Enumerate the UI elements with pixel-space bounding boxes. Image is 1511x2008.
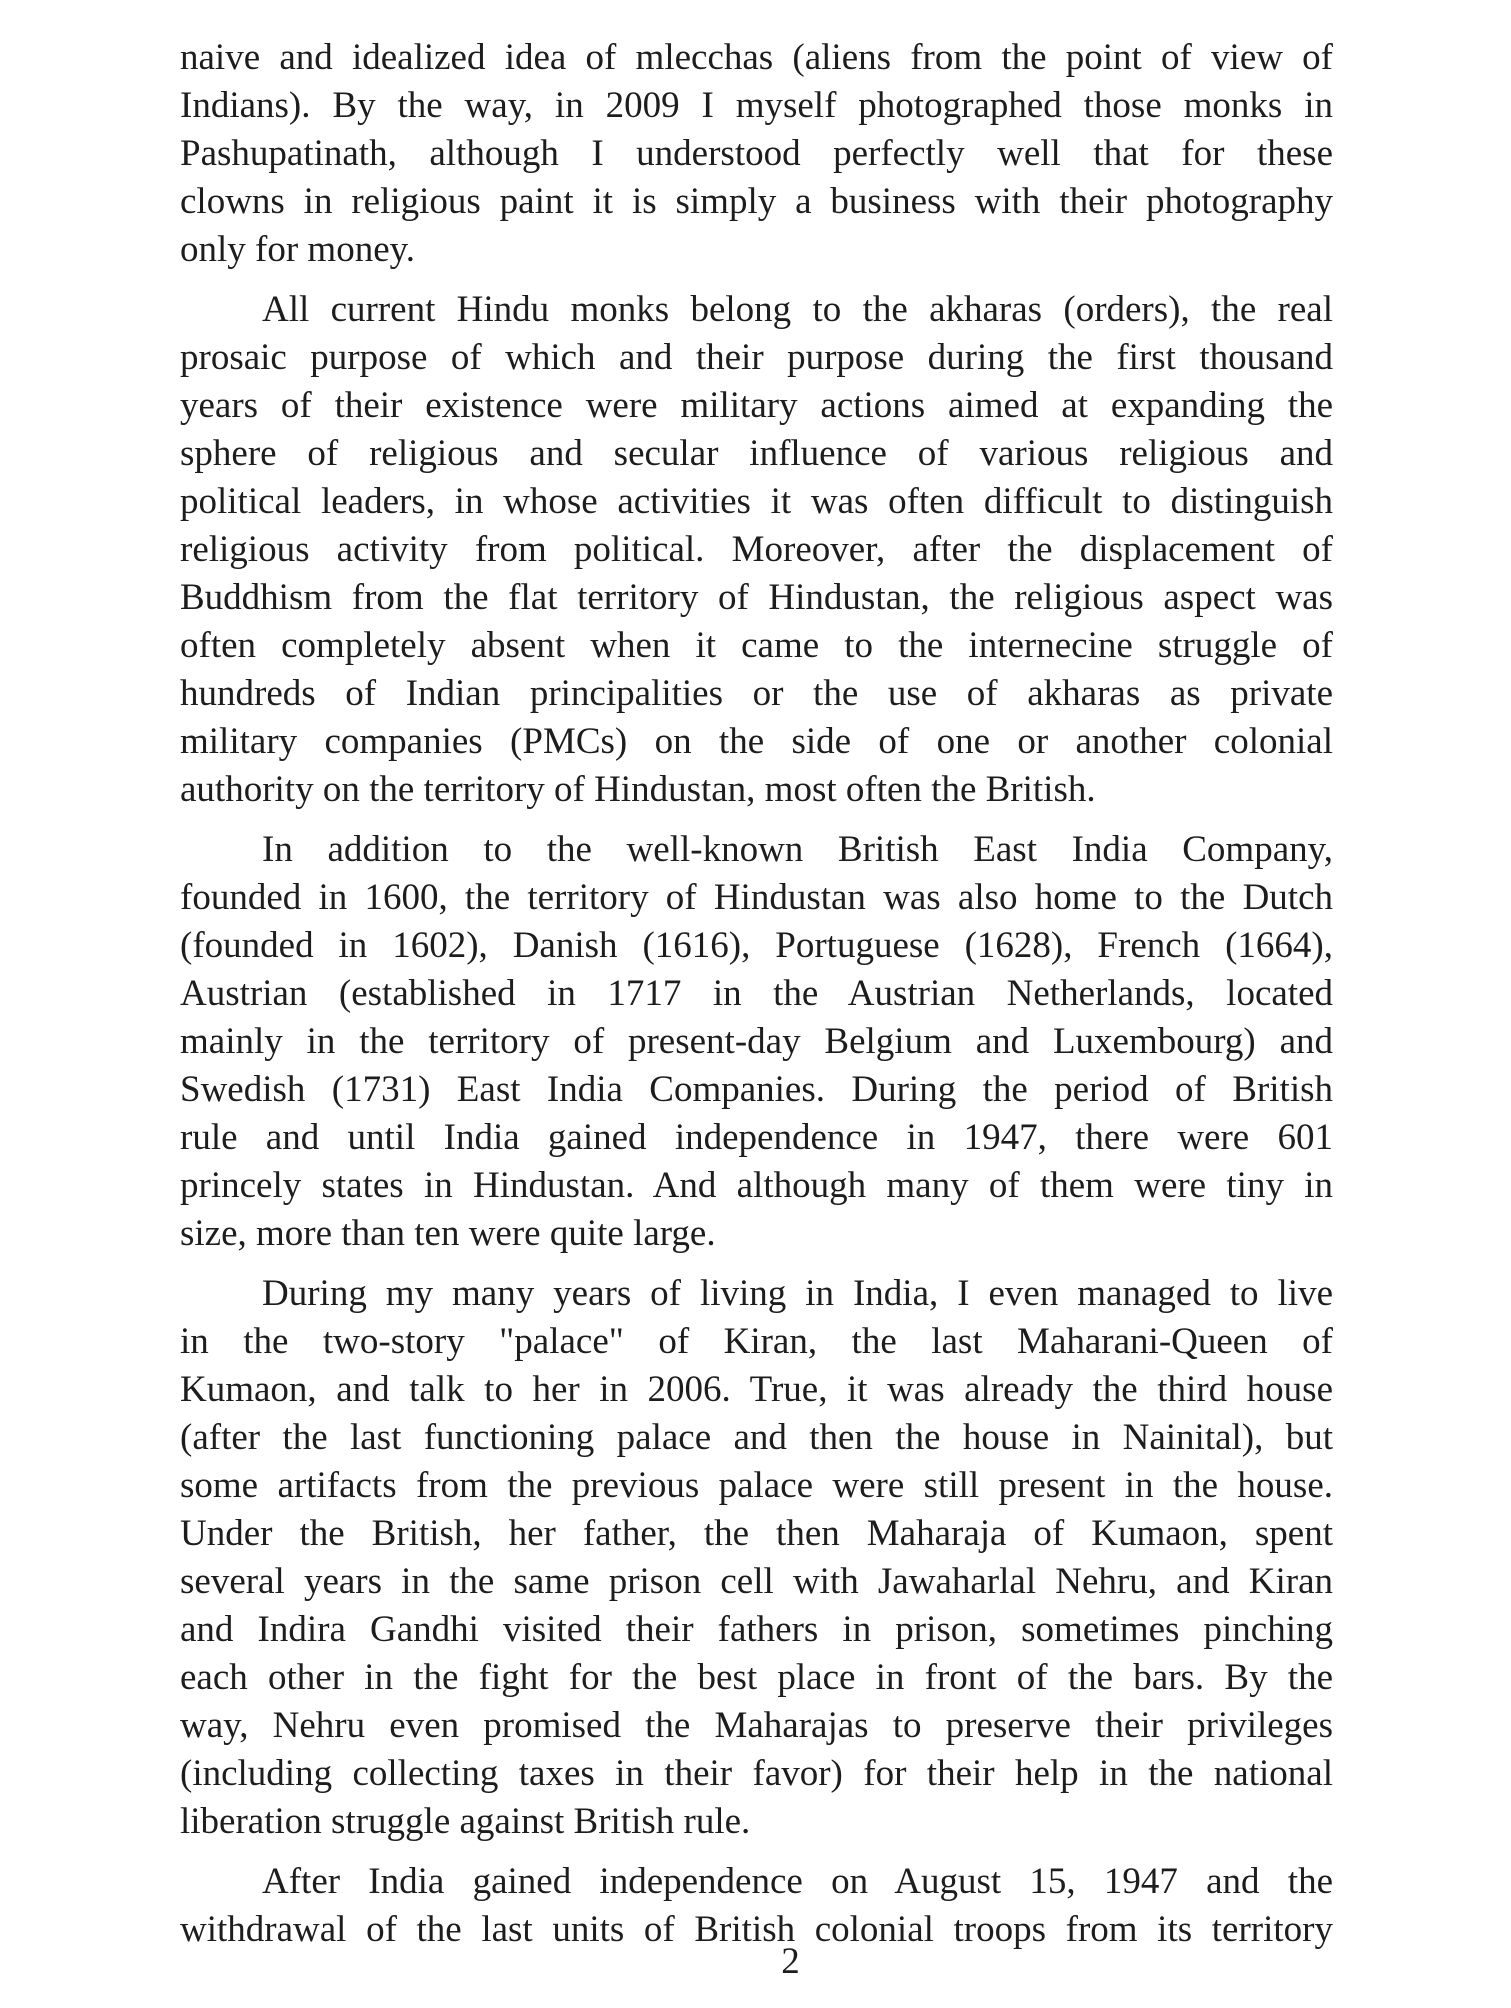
text-line: hundreds of Indian principalities or the use of akharas as private <box>180 673 1333 714</box>
page-number: 2 <box>781 1941 800 1982</box>
text-line: authority on the territory of Hindustan, most often the British. <box>180 769 1096 810</box>
paragraph <box>180 286 1333 814</box>
text-line: military companies (PMCs) on the side of one or another colonial <box>180 721 1333 762</box>
text-line: Buddhism from the flat territory of Hindustan, the religious aspect was <box>180 577 1333 618</box>
text-line: Pashupatinath, although I understood perfectly well that for these <box>180 133 1333 174</box>
text-line: often completely absent when it came to the internecine struggle of <box>180 625 1333 666</box>
text-line: During my many years of living in India, I even managed to live <box>262 1273 1333 1314</box>
text-line: All current Hindu monks belong to the akharas (orders), the real <box>262 289 1333 330</box>
text-line: princely states in Hindustan. And although many of them were tiny in <box>180 1165 1333 1206</box>
text-line: prosaic purpose of which and their purpose during the first thousand <box>180 337 1333 378</box>
text-line: (after the last functioning palace and then the house in Nainital), but <box>180 1417 1333 1458</box>
text-line: only for money. <box>180 229 415 270</box>
text-line: Austrian (established in 1717 in the Austrian Netherlands, located <box>180 973 1333 1014</box>
text-line: Swedish (1731) East India Companies. During the period of British <box>180 1069 1333 1110</box>
text-line: In addition to the well-known British East India Company, <box>262 829 1333 870</box>
text-line: some artifacts from the previous palace were still present in the house. <box>180 1465 1333 1506</box>
text-line: religious activity from political. Moreover, after the displacement of <box>180 529 1333 570</box>
paragraph <box>180 1270 1333 1846</box>
text-line: withdrawal of the last units of British colonial troops from its territory <box>180 1909 1333 1950</box>
text-line: several years in the same prison cell with Jawaharlal Nehru, and Kiran <box>180 1561 1333 1602</box>
text-line: size, more than ten were quite large. <box>180 1213 716 1254</box>
text-line: founded in 1600, the territory of Hindustan was also home to the Dutch <box>180 877 1333 918</box>
text-line: liberation struggle against British rule. <box>180 1801 751 1842</box>
text-line: Under the British, her father, the then Maharaja of Kumaon, spent <box>180 1513 1333 1554</box>
text-line: in the two-story "palace" of Kiran, the last Maharani-Queen of <box>180 1321 1333 1362</box>
page-body <box>180 34 1333 1954</box>
paragraph <box>180 34 1333 274</box>
text-line: political leaders, in whose activities it was often difficult to distinguish <box>180 481 1333 522</box>
text-line: years of their existence were military actions aimed at expanding the <box>180 385 1333 426</box>
text-line: sphere of religious and secular influence of various religious and <box>180 433 1333 474</box>
paragraph <box>180 826 1333 1258</box>
text-line: each other in the fight for the best place in front of the bars. By the <box>180 1657 1333 1698</box>
text-line: (founded in 1602), Danish (1616), Portuguese (1628), French (1664), <box>180 925 1333 966</box>
text-line: mainly in the territory of present-day Belgium and Luxembourg) and <box>180 1021 1333 1062</box>
text-line: and Indira Gandhi visited their fathers in prison, sometimes pinching <box>180 1609 1333 1650</box>
text-line: clowns in religious paint it is simply a business with their photography <box>180 181 1333 222</box>
text-line: Indians). By the way, in 2009 I myself photographed those monks in <box>180 85 1333 126</box>
text-line: way, Nehru even promised the Maharajas to preserve their privileges <box>180 1705 1333 1746</box>
text-line: naive and idealized idea of mlecchas (aliens from the point of view of <box>180 37 1333 78</box>
text-line: Kumaon, and talk to her in 2006. True, it was already the third house <box>180 1369 1333 1410</box>
text-line: (including collecting taxes in their favor) for their help in the national <box>180 1753 1333 1794</box>
text-line: After India gained independence on August 15, 1947 and the <box>262 1861 1333 1902</box>
text-line: rule and until India gained independence in 1947, there were 601 <box>180 1117 1333 1158</box>
